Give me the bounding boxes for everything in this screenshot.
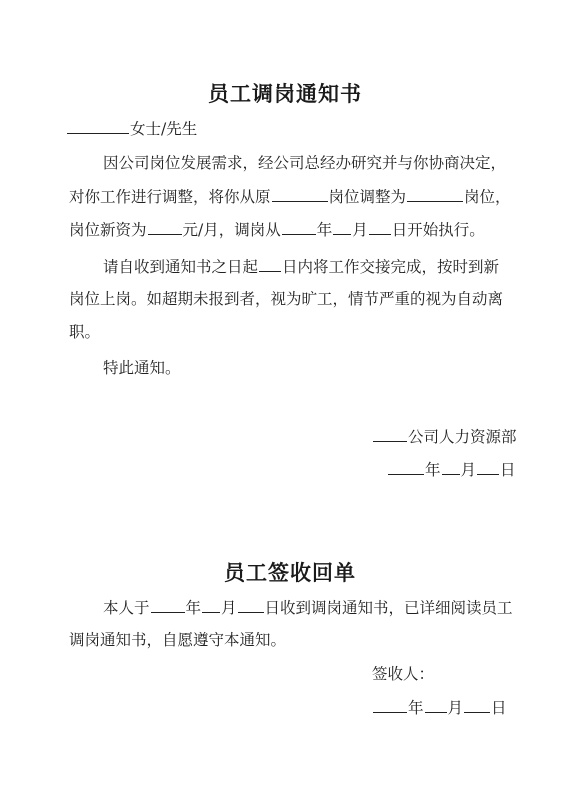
notice-paragraph-2-line-3: 职。: [69, 323, 101, 341]
handover-days-blank: [259, 256, 281, 272]
receipt-line1-text-b: 年: [185, 599, 202, 617]
salary-blank: [148, 219, 182, 235]
receipt-line1-text-a: 本人于: [103, 599, 150, 617]
p1-line2-text-b: 岗位调整为: [328, 188, 407, 206]
p1-line2-text-c: 岗位，: [464, 188, 511, 206]
receipt-signer-label: 签收人：: [372, 665, 435, 683]
notice-day-blank: [477, 459, 499, 475]
notice-paragraph-1-line-3: [69, 219, 485, 240]
receipt-date-line: [372, 697, 507, 718]
notice-date-line: [387, 459, 516, 480]
department-name: 公司人力资源部: [408, 428, 517, 446]
receipt-day-blank: [238, 597, 264, 613]
receipt-year-blank: [151, 597, 185, 613]
receipt-line1-text-d: 日收到调岗通知书，已详细阅读员工: [264, 599, 513, 617]
salutation-text: 女士/先生: [130, 120, 198, 138]
notice-paragraph-2-line-2: 岗位上岗。如超期未报到者，视为旷工，情节严重的视为自动离: [69, 290, 504, 308]
p1-line3-text-e: 日开始执行。: [391, 221, 485, 239]
p1-line2-text-a: 对你工作进行调整，将你从原: [69, 188, 271, 206]
notice-paragraph-2-line-1: [103, 256, 499, 277]
notice-paragraph-1-line-1: 因公司岗位发展需求，经公司总经办研究并与你协商决定，: [103, 154, 507, 172]
p1-line3-text-d: 月: [352, 221, 368, 239]
p2-line1-text-a: 请自收到通知书之日起: [103, 258, 259, 276]
department-signature-blank: [373, 426, 407, 442]
receipt-line-2: 调岗通知书，自愿遵守本通知。: [69, 631, 287, 649]
receipt-title: 员工签收回单: [224, 561, 356, 585]
notice-year-blank: [388, 459, 424, 475]
p1-line3-text-c: 年: [316, 221, 333, 239]
receipt-line1-text-c: 月: [221, 599, 237, 617]
new-position-blank: [407, 186, 463, 202]
p1-line3-text-b: 元/月，调岗从: [182, 221, 281, 239]
receipt-sign-month-blank: [425, 697, 447, 713]
salutation-line: [66, 118, 197, 139]
notice-title: 员工调岗通知书: [208, 82, 362, 106]
notice-signature-department: [372, 426, 517, 447]
notice-paragraph-1-line-2: [69, 186, 511, 207]
notice-month-blank: [442, 459, 460, 475]
notice-day-label: 日: [500, 461, 516, 479]
p2-line1-text-b: 日内将工作交接完成，按时到新: [282, 258, 500, 276]
name-blank: [67, 118, 129, 134]
receipt-sign-year-label: 年: [408, 699, 424, 717]
start-month-blank: [333, 219, 351, 235]
receipt-sign-month-label: 月: [447, 699, 464, 717]
receipt-line-1: [103, 597, 513, 618]
start-year-blank: [282, 219, 316, 235]
receipt-sign-day-blank: [464, 697, 490, 713]
start-day-blank: [369, 219, 391, 235]
receipt-sign-day-label: 日: [491, 699, 507, 717]
notice-month-label: 月: [460, 461, 477, 479]
receipt-month-blank: [202, 597, 220, 613]
original-position-blank: [272, 186, 328, 202]
receipt-sign-year-blank: [373, 697, 407, 713]
notice-year-label: 年: [425, 461, 441, 479]
notice-closing: 特此通知。: [103, 359, 181, 377]
p1-line3-text-a: 岗位新资为: [69, 221, 147, 239]
